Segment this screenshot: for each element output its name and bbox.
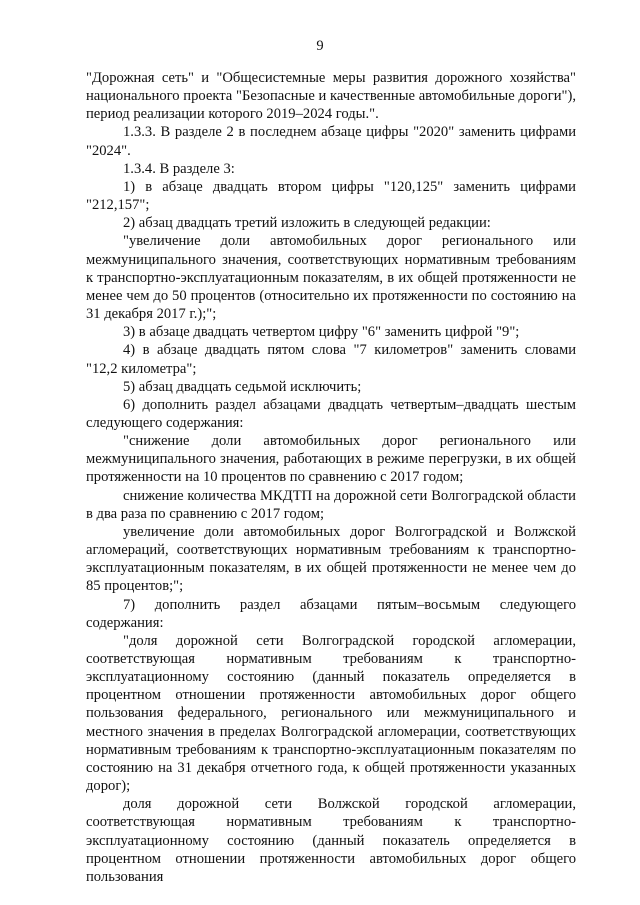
paragraph: 4) в абзаце двадцать пятом слова "7 километров" заменить словами "12,2 километра"; xyxy=(86,342,576,377)
paragraph: увеличение доли автомобильных дорог Волгоградской и Волжской агломераций, соответствующих нормативным требованиям к транспортно-эксплуатационным показателям, в их общей протяженности не менее чем до 85 процентов;"; xyxy=(86,523,576,595)
paragraph: 5) абзац двадцать седьмой исключить; xyxy=(123,378,362,395)
paragraph: "увеличение доли автомобильных дорог регионального или межмуниципального значения, соответствующих нормативным требованиям к транспортно-эксплуатационным показателям, в их общей протяженности не менее чем до 50 процентов (относительно их протяженности по состоянию на 31 декабря 2017 г.);"; xyxy=(86,233,576,323)
paragraph: "доля дорожной сети Волгоградской городской агломерации, соответствующая нормативным требованиям к транспортно-эксплуатационному состоянию (данный показатель определяется в процентном отношении протяженности автомобильных дорог общего пользования федерального, регионального или межмуниципального и местного значения в пределах Волгоградской агломерации, соответствующих нормативным требованиям к транспортно-эксплуатационным показателям по состоянию на 31 декабря отчетного года, к общей протяженности указанных дорог); xyxy=(86,632,576,795)
paragraph: 3) в абзаце двадцать четвертом цифру "6" заменить цифрой "9"; xyxy=(123,324,520,341)
paragraph: доля дорожной сети Волжской городской агломерации, соответствующая нормативным требованиям к транспортно-эксплуатационному состоянию (данный показатель определяется в процентном отношении протяженности автомобильных дорог общего пользования xyxy=(86,796,576,885)
paragraph: 1.3.4. В разделе 3: xyxy=(123,160,235,177)
paragraph: 6) дополнить раздел абзацами двадцать четвертым–двадцать шестым следующего содержания: xyxy=(86,396,576,431)
paragraph: 1) в абзаце двадцать втором цифры "120,125" заменить цифрами "212,157"; xyxy=(86,178,576,214)
paragraph: 2) абзац двадцать третий изложить в следующей редакции: xyxy=(123,215,491,232)
paragraph: снижение количества МКДТП на дорожной сети Волгоградской области в два раза по сравнению с 2017 годом; xyxy=(86,487,576,522)
paragraph: "снижение доли автомобильных дорог регионального или межмуниципального значения, работающих в режиме перегрузки, в их общей протяженности на 10 процентов по сравнению с 2017 годом; xyxy=(86,433,576,486)
paragraph: 1.3.3. В разделе 2 в последнем абзаце цифры "2020" заменить цифрами "2024". xyxy=(86,124,576,159)
paragraph: "Дорожная сеть" и "Общесистемные меры развития дорожного хозяйства" национального проекта "Безопасные и качественные автомобильные дороги"), период реализации которого 2019–2024 годы.". xyxy=(86,70,576,123)
page-number: 9 xyxy=(316,38,324,54)
paragraph: 7) дополнить раздел абзацами пятым–восьмым следующего содержания: xyxy=(86,596,576,631)
document-body xyxy=(86,69,576,886)
